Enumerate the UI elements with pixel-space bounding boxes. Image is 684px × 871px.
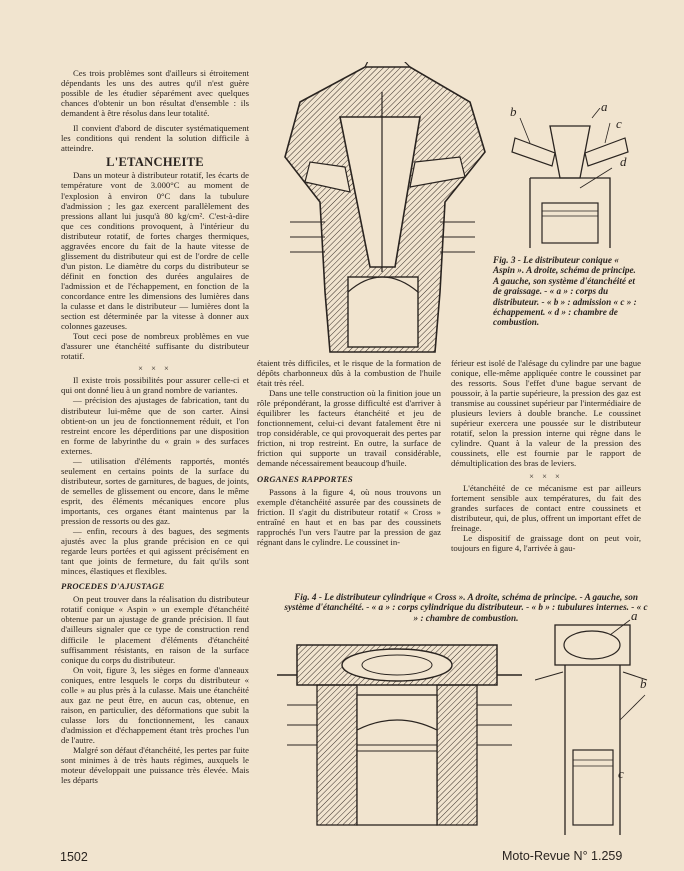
paragraph: On peut trouver dans la réalisation du distributeur rotatif conique « Aspin » un exemple d'étanchéité obtenue par un ajustage de grande précision. Il faut d'ailleurs signaler que ce type de construction rend difficile le placement d'éléments d'étanchéité suffisamment résistants, en raison de la surface conique du corps du distributeur.	[61, 594, 249, 665]
column-2	[257, 358, 441, 547]
fig3-label-c: c	[616, 116, 622, 131]
figure-4-schematic	[535, 610, 650, 845]
separator: × × ×	[529, 470, 563, 481]
fig3-label-d: d	[620, 154, 627, 169]
figure-3-drawing	[270, 62, 492, 362]
subheading: ORGANES RAPPORTES	[257, 473, 353, 484]
paragraph: Dans une telle construction où la finition joue un rôle prépondérant, la grosse difficulté est d'arriver à équilibrer les facteurs étanchéité et jeu de fonctionnement, celui-ci devant fatalement être ni trop considérable, ce qui provoquerait des pertes par friction, ni trop restreint. En outre, la surface de friction qui supporte un travail considérable, demande nécessairement beaucoup d'huile.	[257, 388, 441, 469]
paragraph: L'étanchéité de ce mécanisme est par ailleurs fortement sensible aux températures, du fait des grandes surfaces de contact entre coussinets et distributeur, qui, de plus, offrent un important effet de freinage.	[451, 482, 641, 533]
fig4-label-a: a	[631, 608, 638, 623]
paragraph: Il convient d'abord de discuter systématiquement les conditions qui rendent la solution difficile à atteindre.	[61, 123, 249, 154]
paragraph: férieur est isolé de l'alésage du cylindre par une bague conique, elle-même appliquée contre le coussinet par des ressorts. Sous l'effet d'une bague servant de poussoir, à la partie supérieure, la pression des gaz est transmise au coussinet supérieur par l'intermédiaire de plusieurs leviers à double branche. Le coussinet supérieur exercera une poussée sur le distributeur rotatif, selon la pression interne qui règne dans le cylindre. Quant à la valeur de la pression des coussinets, elle est fournie par le rapport de démultiplication des bras de leviers.	[451, 358, 641, 469]
paragraph: Dans un moteur à distributeur rotatif, les écarts de température vont de 3.000°C au moment de l'explosion à environ 0°C dans la tubulure d'admission ; les gaz exercent parallèlement des pressions allant lui jusqu'à 80 kg/cm². C'est-à-dire que ces conditions provoquent, à l'intérieur du distributeur rotatif, de fortes charges thermiques, aggravées encore du fait de la haute vitesse de glissement du distributeur qui est de l'ordre de celle d'un piston. Le diamètre du corps du distributeur se définit en fonction des durées angulaires de l'admission et de l'échappement, en fonction de la concordance entre les dimensions des lumières dans la culasse et dans le distributeur — lumières dont la section est déterminée par la vitesse à donner aux colonnes gazeuses.	[61, 170, 249, 332]
magazine-footer: Moto-Revue N° 1.259	[502, 849, 623, 863]
separator: × × ×	[138, 363, 172, 374]
paragraph: — utilisation d'éléments rapportés, montés seulement en certains points de la surface du distributeur, sortes de garnitures, de bagues, de joints, de semelles de glissement ou encore, dans le même esprit, des éléments mécaniques encore plus importants, ces organes étant maintenus par la pression de ressorts ou des gaz.	[61, 455, 249, 527]
subheading: PROCEDES D'AJUSTAGE	[61, 581, 165, 592]
paragraph: On voit, figure 3, les sièges en forme d'anneaux coniques, entre lesquels le corps du distributeur « colle » au plus près à la culasse. Mais une étanchéité aux gaz ne peut être, en aucun cas, obtenue, en raison, en particulier, des déformations que subit la culasse lors du fonctionnement, les canaux d'admission et d'échappement étant très proches l'un de l'autre.	[61, 664, 249, 745]
fig4-label-c: c	[618, 766, 624, 781]
figure-3-caption: Fig. 3 - Le distributeur conique « Aspin ». A droite, schéma de principe. A gauche, son système d'étanchéité et de graissage. - « a » : corps du distributeur. - « b » : admission « c » : échappement. « d » : chambre de combustion.	[493, 255, 637, 328]
fig4-label-b: b	[640, 676, 647, 691]
column-3	[451, 358, 641, 553]
paragraph: Ces trois problèmes sont d'ailleurs si étroitement dépendants les uns des autres qu'il n'est guère possible de les étudier séparément avec quelques chances d'obtenir un bon résultat d'ensemble : ils demandent à être résolus dans leur totalité.	[61, 68, 249, 119]
page-number: 1502	[60, 850, 88, 864]
figure-4-drawing	[272, 635, 527, 845]
fig3-label-b: b	[510, 104, 517, 119]
figure-4-caption: Fig. 4 - Le distributeur cylindrique « Cross ». A droite, schéma de principe. - A gauche, son système d'étanchéité. - « a » : corps cylindrique du distributeur. - « b » : tubulures internes. - « c » : chambre de combustion.	[284, 592, 648, 623]
paragraph: Tout ceci pose de nombreux problèmes en vue d'assurer une étanchéité suffisante du distributeur rotatif.	[61, 331, 249, 362]
paragraph: Il existe trois possibilités pour assurer celle-ci et qui ont donné lieu à un grand nombre de variantes.	[61, 375, 249, 396]
paragraph: — précision des ajustages de fabrication, tant du distributeur lui-même que de son carter. Ainsi obtient-on un jeu de fonctionnement réduit, et l'on restreint encore les déperditions par une disposition en forme de labyrinthe du « grain » des surfaces externes.	[61, 395, 249, 456]
paragraph: Passons à la figure 4, où nous trouvons un exemple d'étanchéité assurée par des coussinets de friction. Il s'agit du distributeur rotatif « Cross » entraîné en haut et en bas par des coussinets rapprochés l'un vers l'autre par la pression de gaz régnant dans le cylindre. Le coussinet in-	[257, 486, 441, 547]
paragraph: Malgré son défaut d'étanchéité, les pertes par fuite sont minimes à de très hauts régimes, auxquels le moteur développait une puissance très élevée. Mais les départs	[61, 745, 249, 786]
paragraph: — enfin, recours à des bagues, des segments ajustés avec la plus grande précision en ce qui regarde leurs portées et qui agissent précisément en tant que joints de fermeture, du fait qu'ils sont minces, élastiques et flexibles.	[61, 526, 249, 577]
paragraph: étaient très difficiles, et le risque de la formation de dépôts charbonneux dûs à la combustion de l'huile était très réel.	[257, 358, 441, 389]
column-1	[61, 68, 249, 785]
section-heading: L'ETANCHEITE	[106, 155, 204, 170]
paragraph: Le dispositif de graissage dont on peut voir, toujours en figure 4, l'arrivée à gau-	[451, 532, 641, 553]
fig3-label-a: a	[601, 99, 608, 114]
